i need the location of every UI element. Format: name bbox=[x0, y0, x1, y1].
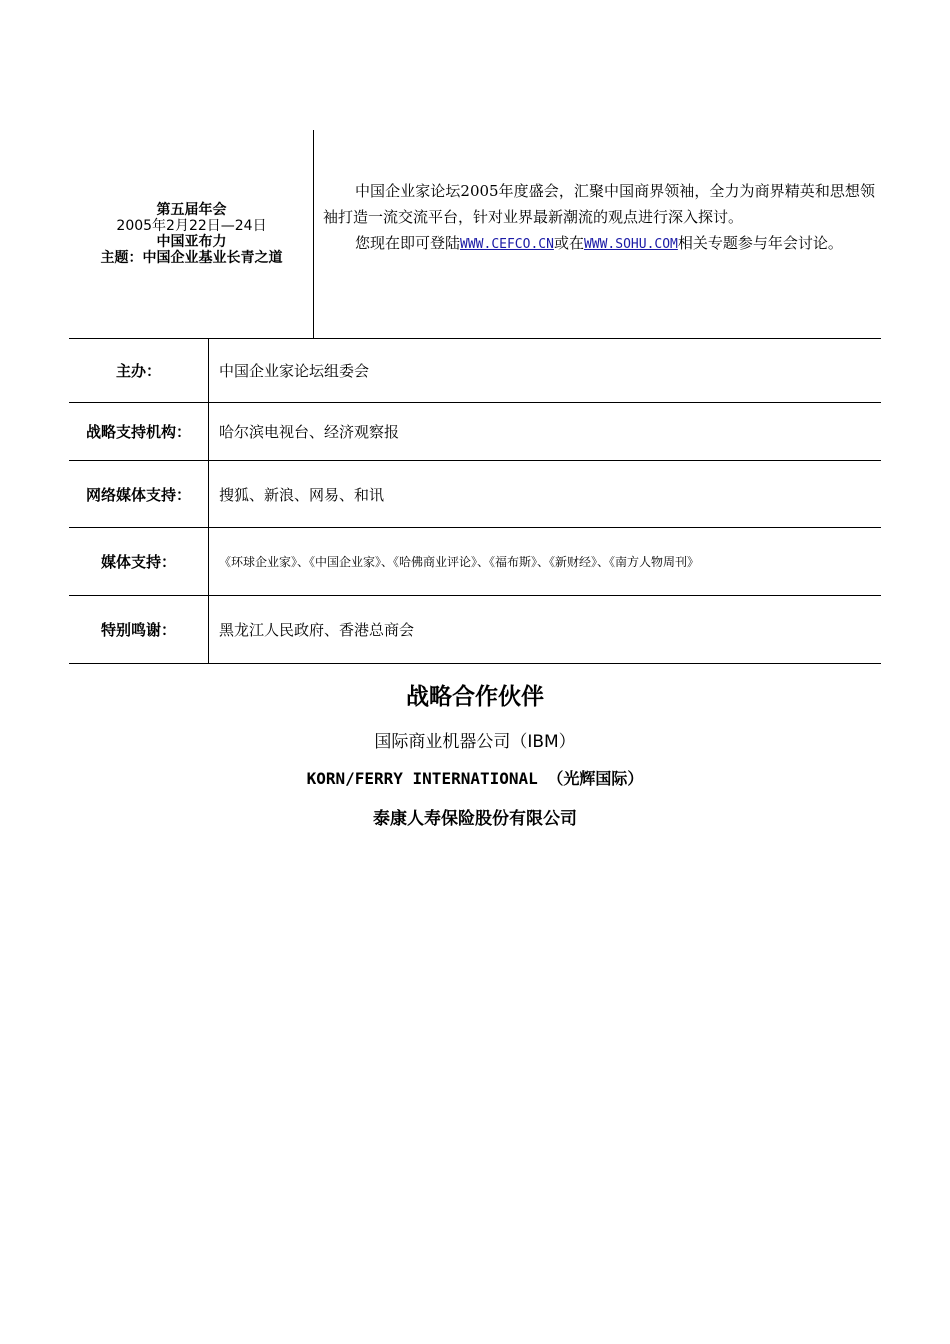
strategic-support-label: 战略支持机构： bbox=[69, 403, 209, 461]
sponsor-table bbox=[69, 338, 881, 664]
table-row bbox=[69, 461, 881, 528]
event-theme: 主题：中国企业基业长青之道 bbox=[100, 250, 283, 266]
partner-taikang: 泰康人寿保险股份有限公司 bbox=[373, 809, 577, 829]
partner-ibm: 国际商业机器公司（IBM） bbox=[374, 732, 576, 752]
intro-text-before: 您现在即可登陆 bbox=[355, 234, 461, 252]
event-dates: 2005年2月22日—24日 bbox=[116, 218, 267, 234]
sohu-link[interactable]: WWW.SOHU.COM bbox=[583, 237, 678, 252]
organizer-label: 主办： bbox=[69, 339, 209, 403]
table-row bbox=[69, 596, 881, 664]
table-row bbox=[69, 339, 881, 403]
table-row bbox=[69, 528, 881, 596]
event-intro bbox=[323, 178, 875, 258]
header-divider bbox=[313, 130, 314, 338]
partners-title: 战略合作伙伴 bbox=[406, 684, 544, 710]
special-thanks-value: 黑龙江人民政府、香港总商会 bbox=[209, 596, 882, 664]
table-row bbox=[69, 403, 881, 461]
intro-paragraph-2 bbox=[323, 230, 875, 258]
intro-text-mid: 或在 bbox=[553, 234, 584, 252]
event-edition: 第五届年会 bbox=[156, 202, 227, 218]
media-support-label: 媒体支持： bbox=[69, 528, 209, 596]
cefco-link[interactable]: WWW.CEFCO.CN bbox=[460, 237, 554, 252]
online-media-label: 网络媒体支持： bbox=[69, 461, 209, 528]
event-location: 中国亚布力 bbox=[156, 234, 227, 250]
strategic-support-value: 哈尔滨电视台、经济观察报 bbox=[209, 403, 882, 461]
intro-text-after: 相关专题参与年会讨论。 bbox=[677, 234, 843, 252]
intro-paragraph-1: 中国企业家论坛2005年度盛会，汇聚中国商界领袖，全力为商界精英和思想领袖打造一流交流平台，针对业界最新潮流的观点进行深入探讨。 bbox=[323, 182, 875, 226]
online-media-value: 搜狐、新浪、网易、和讯 bbox=[209, 461, 882, 528]
organizer-value: 中国企业家论坛组委会 bbox=[209, 339, 882, 403]
partner-korn-ferry: KORN/FERRY INTERNATIONAL （光辉国际） bbox=[306, 769, 644, 788]
media-support-value: 《环球企业家》、《中国企业家》、《哈佛商业评论》、《福布斯》、《新财经》、《南方人物周刊》 bbox=[209, 528, 882, 596]
event-info bbox=[70, 130, 313, 338]
special-thanks-label: 特别鸣谢： bbox=[69, 596, 209, 664]
